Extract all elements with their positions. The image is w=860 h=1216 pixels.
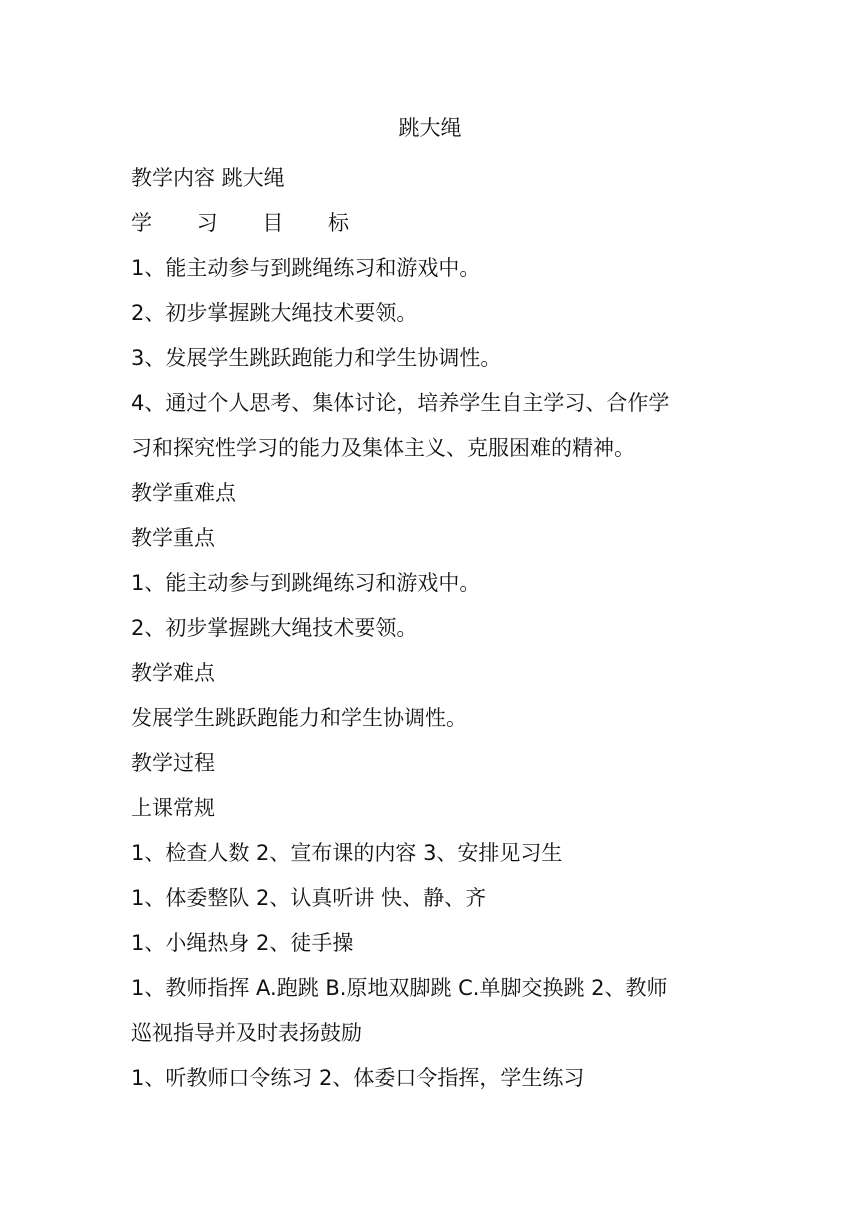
difficult-points-heading: 教学难点	[131, 661, 215, 685]
document-title: 跳大绳	[398, 116, 462, 140]
document-body	[131, 156, 741, 1101]
difficult-point-item: 发展学生跳跃跑能力和学生协调性。	[131, 706, 467, 730]
routine-teacher-steps: 1、检查人数 2、宣布课的内容 3、安排见习生	[131, 841, 563, 865]
key-points-heading: 教学重点	[131, 526, 215, 550]
objective-item-4-part-2: 习和探究性学习的能力及集体主义、克服困难的精神。	[131, 436, 635, 460]
student-practice-steps: 1、听教师口令练习 2、体委口令指挥，学生练习	[131, 1066, 585, 1090]
teacher-instruction-part-1: 1、教师指挥 A.跑跳 B.原地双脚跳 C.单脚交换跳 2、教师	[131, 976, 668, 1000]
key-point-item-2: 2、初步掌握跳大绳技术要领。	[131, 616, 418, 640]
learning-objectives-heading: 学 习 目 标	[131, 211, 369, 235]
objective-item-2: 2、初步掌握跳大绳技术要领。	[131, 301, 418, 325]
objective-item-1: 1、能主动参与到跳绳练习和游戏中。	[131, 256, 481, 280]
teaching-process-heading: 教学过程	[131, 751, 215, 775]
objective-item-3: 3、发展学生跳跃跑能力和学生协调性。	[131, 346, 502, 370]
routine-student-steps: 1、体委整队 2、认真听讲 快、静、齐	[131, 886, 487, 910]
objective-item-4-part-1: 4、通过个人思考、集体讨论，培养学生自主学习、合作学	[131, 391, 670, 415]
key-point-item-1: 1、能主动参与到跳绳练习和游戏中。	[131, 571, 481, 595]
teaching-content-line: 教学内容 跳大绳	[131, 166, 285, 190]
warmup-steps: 1、小绳热身 2、徒手操	[131, 931, 354, 955]
teacher-instruction-part-2: 巡视指导并及时表扬鼓励	[131, 1021, 362, 1045]
class-routine-heading: 上课常规	[131, 796, 215, 820]
key-and-difficult-points-heading: 教学重难点	[131, 481, 236, 505]
